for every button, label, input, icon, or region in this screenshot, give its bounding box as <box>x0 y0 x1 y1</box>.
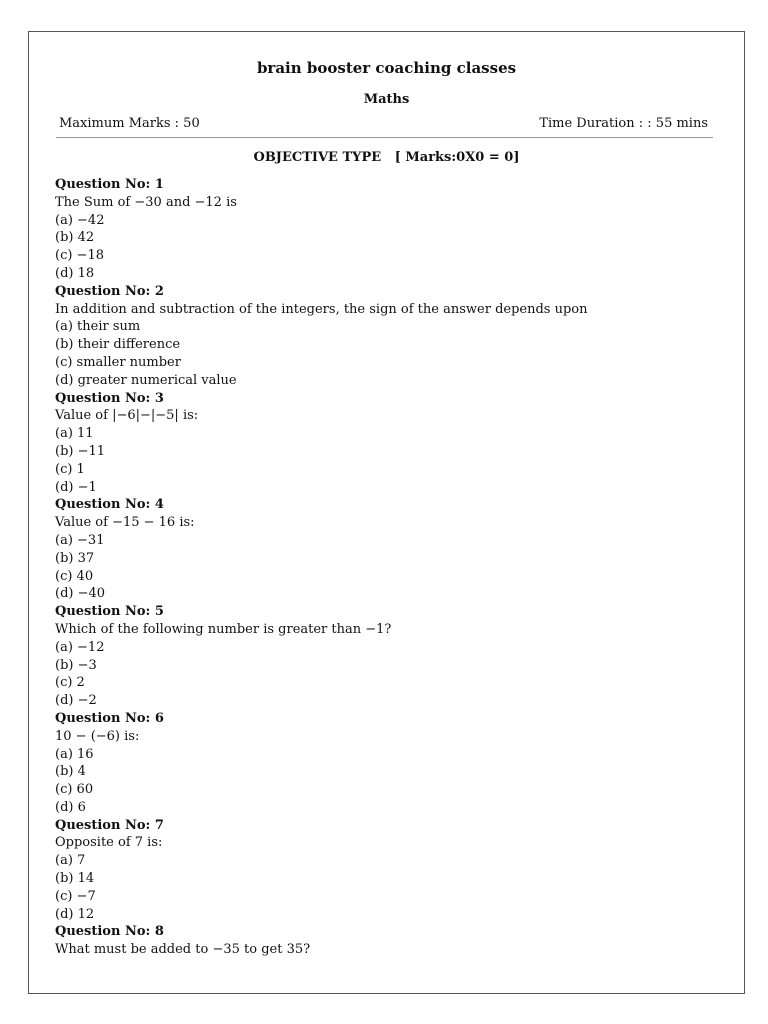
school-name: brain booster coaching classes <box>256 59 517 77</box>
answer-option: (a) 11 <box>55 426 94 442</box>
answer-option: (b) −3 <box>55 657 97 673</box>
question-text: The Sum of −30 and −12 is <box>55 194 237 210</box>
question-text: In addition and subtraction of the integers, the sign of the answer depends upon <box>55 301 588 317</box>
answer-option: (c) smaller number <box>55 354 181 370</box>
answer-option: (d) 6 <box>55 799 86 815</box>
question-number: Question No: 1 <box>55 177 164 192</box>
answer-option: (d) −1 <box>55 479 97 495</box>
question-block <box>55 283 724 390</box>
answer-option: (c) 40 <box>55 568 94 584</box>
answer-option: (d) 18 <box>55 265 95 281</box>
header-divider <box>56 137 713 138</box>
answer-option: (d) −40 <box>55 586 106 602</box>
question-text: Value of |−6|−|−5| is: <box>55 408 199 424</box>
question-block <box>55 176 724 283</box>
time-duration: Time Duration : : 55 mins <box>539 116 708 131</box>
answer-option: (d) −2 <box>55 693 97 709</box>
question-number: Question No: 2 <box>55 283 164 299</box>
answer-option: (b) 37 <box>55 550 95 566</box>
answer-option: (a) 16 <box>55 746 94 762</box>
answer-option: (c) 2 <box>55 675 85 691</box>
question-text: Which of the following number is greater than −1? <box>55 621 392 637</box>
answer-option: (a) their sum <box>55 319 141 335</box>
question-block <box>55 390 724 497</box>
answer-option: (c) 1 <box>55 461 85 477</box>
question-number: Question No: 6 <box>55 710 164 726</box>
question-text: Value of −15 − 16 is: <box>55 515 195 531</box>
answer-option: (b) −11 <box>55 443 106 459</box>
answer-option: (a) −42 <box>55 212 105 228</box>
question-number: Question No: 3 <box>55 390 164 406</box>
question-block <box>55 710 724 817</box>
answer-option: (b) 4 <box>55 764 86 780</box>
answer-option: (a) −31 <box>55 532 105 548</box>
question-list <box>55 176 724 959</box>
question-paper <box>28 31 745 994</box>
question-text: Opposite of 7 is: <box>55 835 163 851</box>
question-block <box>55 603 724 710</box>
subject-title: Maths <box>363 92 410 107</box>
section-title: OBJECTIVE TYPE [ Marks:0X0 = 0] <box>253 150 520 165</box>
question-number: Question No: 4 <box>55 497 164 513</box>
answer-option: (c) −18 <box>55 248 104 264</box>
question-text: What must be added to −35 to get 35? <box>55 942 311 958</box>
question-block <box>55 817 724 924</box>
answer-option: (b) their difference <box>55 337 181 353</box>
answer-option: (a) −12 <box>55 639 105 655</box>
answer-option: (c) −7 <box>55 888 96 904</box>
question-text: 10 − (−6) is: <box>55 728 140 744</box>
maximum-marks: Maximum Marks : 50 <box>59 116 200 131</box>
answer-option: (d) greater numerical value <box>55 372 237 388</box>
answer-option: (a) 7 <box>55 853 86 869</box>
answer-option: (b) 14 <box>55 871 95 887</box>
question-number: Question No: 8 <box>55 924 164 940</box>
question-number: Question No: 5 <box>55 604 164 620</box>
answer-option: (c) 60 <box>55 782 94 798</box>
answer-option: (d) 12 <box>55 906 95 922</box>
answer-option: (b) 42 <box>55 230 95 246</box>
question-block <box>55 496 724 603</box>
question-number: Question No: 7 <box>55 817 164 833</box>
question-block <box>55 923 724 959</box>
